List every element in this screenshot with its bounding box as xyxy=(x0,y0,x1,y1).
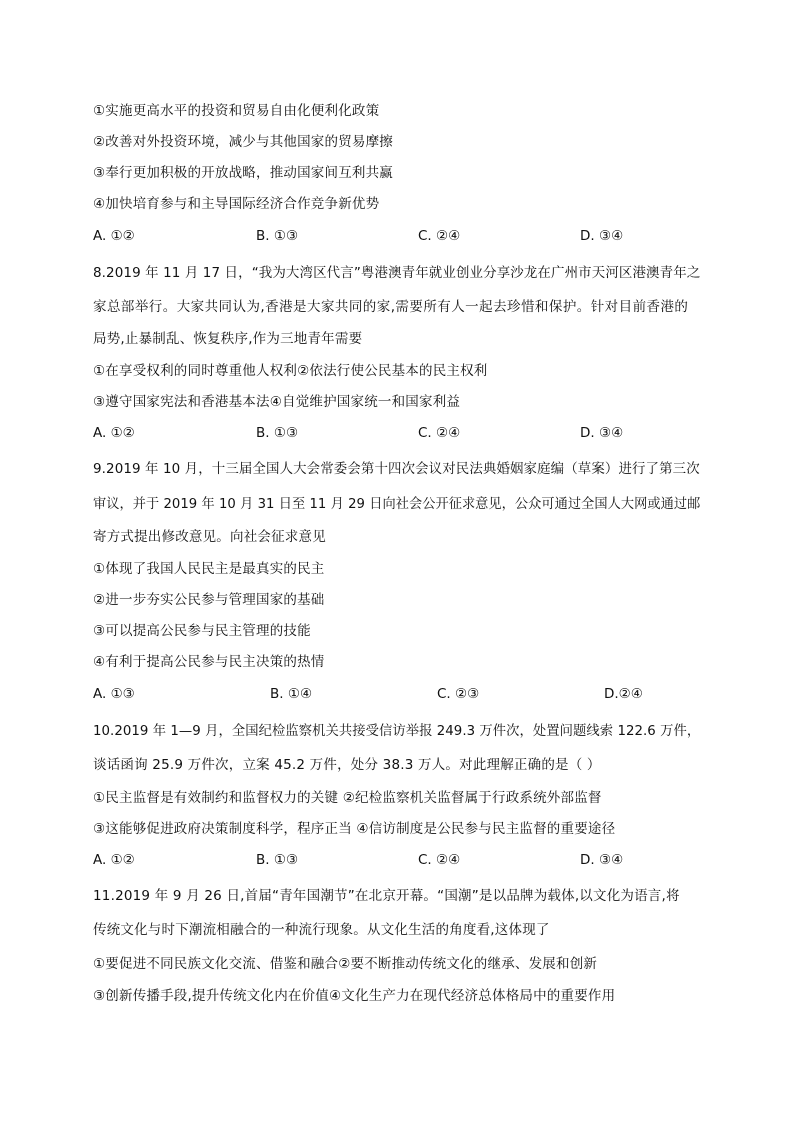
q10-option-a: A. ①② xyxy=(93,852,135,868)
q8-item-1: ①在享受权利的同时尊重他人权利②依法行使公民基本的民主权利 xyxy=(93,363,488,379)
q8-item-2: ③遵守国家宪法和香港基本法④自觉维护国家统一和国家利益 xyxy=(93,394,461,410)
q7-item-3: ③奉行更加积极的开放战略，推动国家间互利共赢 xyxy=(93,165,394,181)
q11-items-row-2: ③创新传播手段,提升传统文化内在价值④文化生产力在现代经济总体格局中的重要作用 xyxy=(93,988,616,1004)
q10-stem-line-1: 10.2019 年 1—9 月，全国纪检监察机关共接受信访举报 249.3 万件次，处置问题线索 122.6 万件， xyxy=(93,723,701,739)
q10-items-row-1: ①民主监督是有效制约和监督权力的关键 ②纪检监察机关监督属于行政系统外部监督 xyxy=(93,790,602,806)
q9-item-1: ①体现了我国人民民主是最真实的民主 xyxy=(93,561,325,577)
q10-option-b: B. ①③ xyxy=(256,852,299,868)
q8-option-b: B. ①③ xyxy=(256,425,299,441)
q9-option-c: C. ②③ xyxy=(437,686,480,702)
q7-option-d: D. ③④ xyxy=(580,228,624,244)
q8-option-c: C. ②④ xyxy=(418,425,461,441)
q8-option-a: A. ①② xyxy=(93,425,135,441)
q7-item-1: ①实施更高水平的投资和贸易自由化便利化政策 xyxy=(93,103,380,119)
q9-item-4: ④有利于提高公民参与民主决策的热情 xyxy=(93,654,325,670)
q9-item-2: ②进一步夯实公民参与管理国家的基础 xyxy=(93,592,325,608)
q11-items-row-1: ①要促进不同民族文化交流、借鉴和融合②要不断推动传统文化的继承、发展和创新 xyxy=(93,956,598,972)
q10-option-d: D. ③④ xyxy=(580,852,624,868)
q11-stem-line-1: 11.2019 年 9 月 26 日,首届“青年国潮节”在北京开幕。“国潮”是以品牌为载体,以文化为语言,将 xyxy=(93,888,680,904)
q9-item-3: ③可以提高公民参与民主管理的技能 xyxy=(93,623,311,639)
q9-option-b: B. ①④ xyxy=(270,686,313,702)
q7-item-4: ④加快培育参与和主导国际经济合作竞争新优势 xyxy=(93,196,380,212)
q7-option-a: A. ①② xyxy=(93,228,135,244)
q9-option-d: D.②④ xyxy=(604,686,643,702)
q7-option-b: B. ①③ xyxy=(256,228,299,244)
q10-stem-line-2: 谈话函询 25.9 万件次，立案 45.2 万件，处分 38.3 万人。对此理解正确的是（ ） xyxy=(93,757,601,773)
q8-stem-line-2: 家总部举行。大家共同认为,香港是大家共同的家,需要所有人一起去珍惜和保护。针对目前香港的 xyxy=(93,299,689,315)
q7-item-2: ②改善对外投资环境，减少与其他国家的贸易摩擦 xyxy=(93,134,394,150)
q7-option-c: C. ②④ xyxy=(418,228,461,244)
q10-items-row-2: ③这能够促进政府决策制度科学，程序正当 ④信访制度是公民参与民主监督的重要途径 xyxy=(93,821,616,837)
q9-option-a: A. ①③ xyxy=(93,686,135,702)
q8-option-d: D. ③④ xyxy=(580,425,624,441)
q9-stem-line-1: 9.2019 年 10 月，十三届全国人大会常委会第十四次会议对民法典婚姻家庭编（草案）进行了第三次 xyxy=(93,461,700,477)
q9-stem-line-2: 审议，并于 2019 年 10 月 31 日至 11 月 29 日向社会公开征求意见，公众可通过全国人大网或通过邮 xyxy=(93,496,701,512)
q10-option-c: C. ②④ xyxy=(418,852,461,868)
q8-stem-line-1: 8.2019 年 11 月 17 日，“我为大湾区代言”粤港澳青年就业创业分享沙龙在广州市天河区港澳青年之 xyxy=(93,265,701,281)
q11-stem-line-2: 传统文化与时下潮流相融合的一种流行现象。从文化生活的角度看,这体现了 xyxy=(93,922,550,938)
q9-stem-line-3: 寄方式提出修改意见。向社会征求意见 xyxy=(93,529,326,545)
q8-stem-line-3: 局势,止暴制乱、恢复秩序,作为三地青年需要 xyxy=(93,331,363,347)
